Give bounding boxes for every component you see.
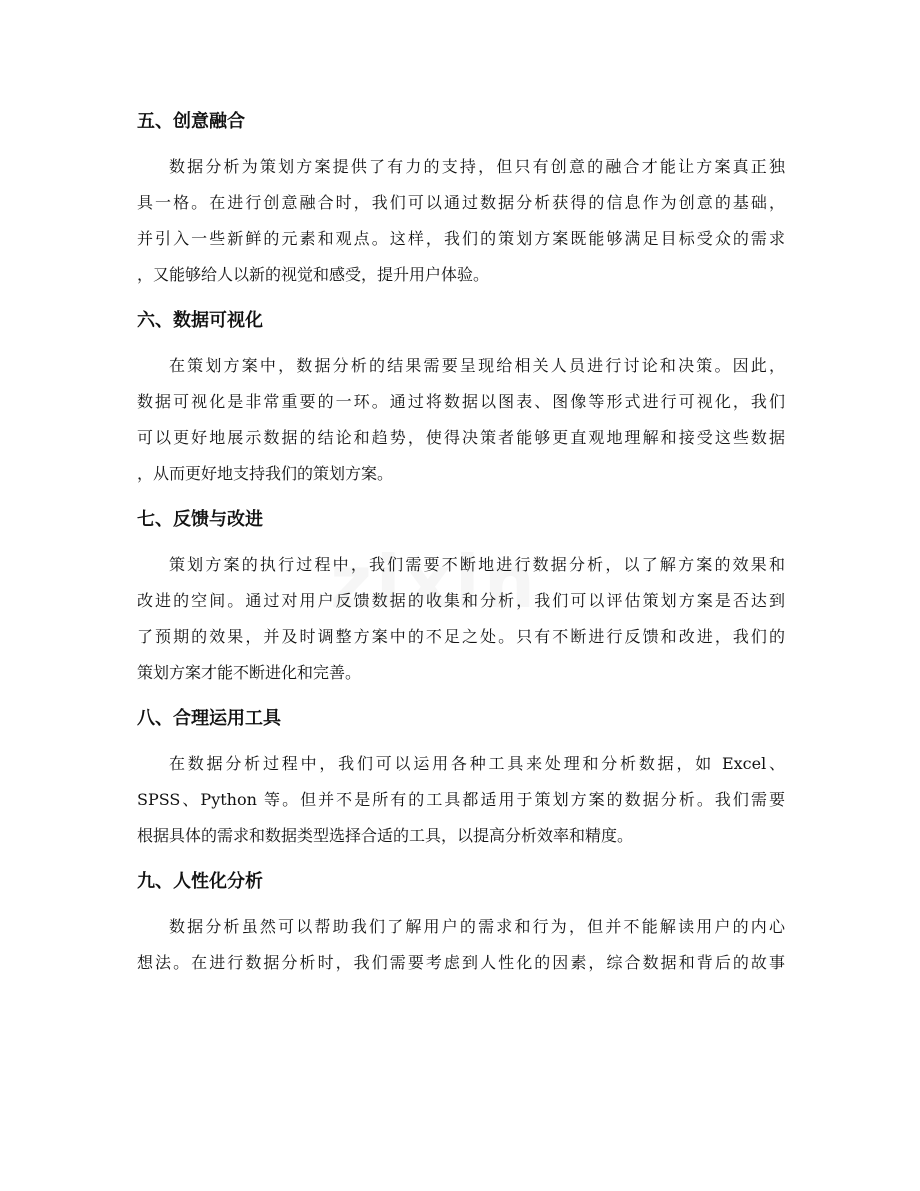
section-paragraph [137,348,785,492]
section-8 [137,701,785,854]
paragraph-line: 数据分析虽然可以帮助我们了解用户的需求和行为，但并不能解读用户的内心 [169,917,785,936]
paragraph-line: 在策划方案中，数据分析的结果需要呈现给相关人员进行讨论和决策。因此， [169,356,785,375]
paragraph-line: 具一格。在进行创意融合时，我们可以通过数据分析获得的信息作为创意的基础， [137,193,785,212]
paragraph-line: 在数据分析过程中，我们可以运用各种工具来处理和分析数据，如 Excel、 [169,754,785,773]
section-9 [137,864,785,981]
section-7 [137,502,785,691]
paragraph-line: ，从而更好地支持我们的策划方案。 [137,464,394,483]
section-6 [137,303,785,492]
paragraph-line: ，又能够给人以新的视觉和感受，提升用户体验。 [137,265,490,284]
paragraph-line: 策划方案的执行过程中，我们需要不断地进行数据分析，以了解方案的效果和 [169,555,785,574]
paragraph-line: 并引入一些新鲜的元素和观点。这样，我们的策划方案既能够满足目标受众的需求 [137,229,785,248]
paragraph-line: 改进的空间。通过对用户反馈数据的收集和分析，我们可以评估策划方案是否达到 [137,591,785,610]
section-heading: 八、合理运用工具 [137,708,281,729]
paragraph-line: 策划方案才能不断进化和完善。 [137,663,362,682]
section-heading: 六、数据可视化 [137,310,263,331]
section-paragraph [137,149,785,293]
section-5 [137,104,785,293]
section-paragraph [137,547,785,691]
paragraph-line: 数据分析为策划方案提供了有力的支持，但只有创意的融合才能让方案真正独 [169,157,785,176]
paragraph-line: 了预期的效果，并及时调整方案中的不足之处。只有不断进行反馈和改进，我们的 [137,627,785,646]
paragraph-line: 可以更好地展示数据的结论和趋势，使得决策者能够更直观地理解和接受这些数据 [137,428,785,447]
paragraph-line: 数据可视化是非常重要的一环。通过将数据以图表、图像等形式进行可视化，我们 [137,392,785,411]
section-heading: 九、人性化分析 [137,871,263,892]
section-paragraph [137,909,785,981]
paragraph-line: SPSS、Python 等。但并不是所有的工具都适用于策划方案的数据分析。我们需要 [137,790,785,809]
section-heading: 五、创意融合 [137,111,245,132]
paragraph-line: 想法。在进行数据分析时，我们需要考虑到人性化的因素，综合数据和背后的故事 [137,953,785,972]
section-paragraph [137,746,785,854]
document-body [137,104,785,991]
section-heading: 七、反馈与改进 [137,509,263,530]
paragraph-line: 根据具体的需求和数据类型选择合适的工具，以提高分析效率和精度。 [137,826,634,845]
